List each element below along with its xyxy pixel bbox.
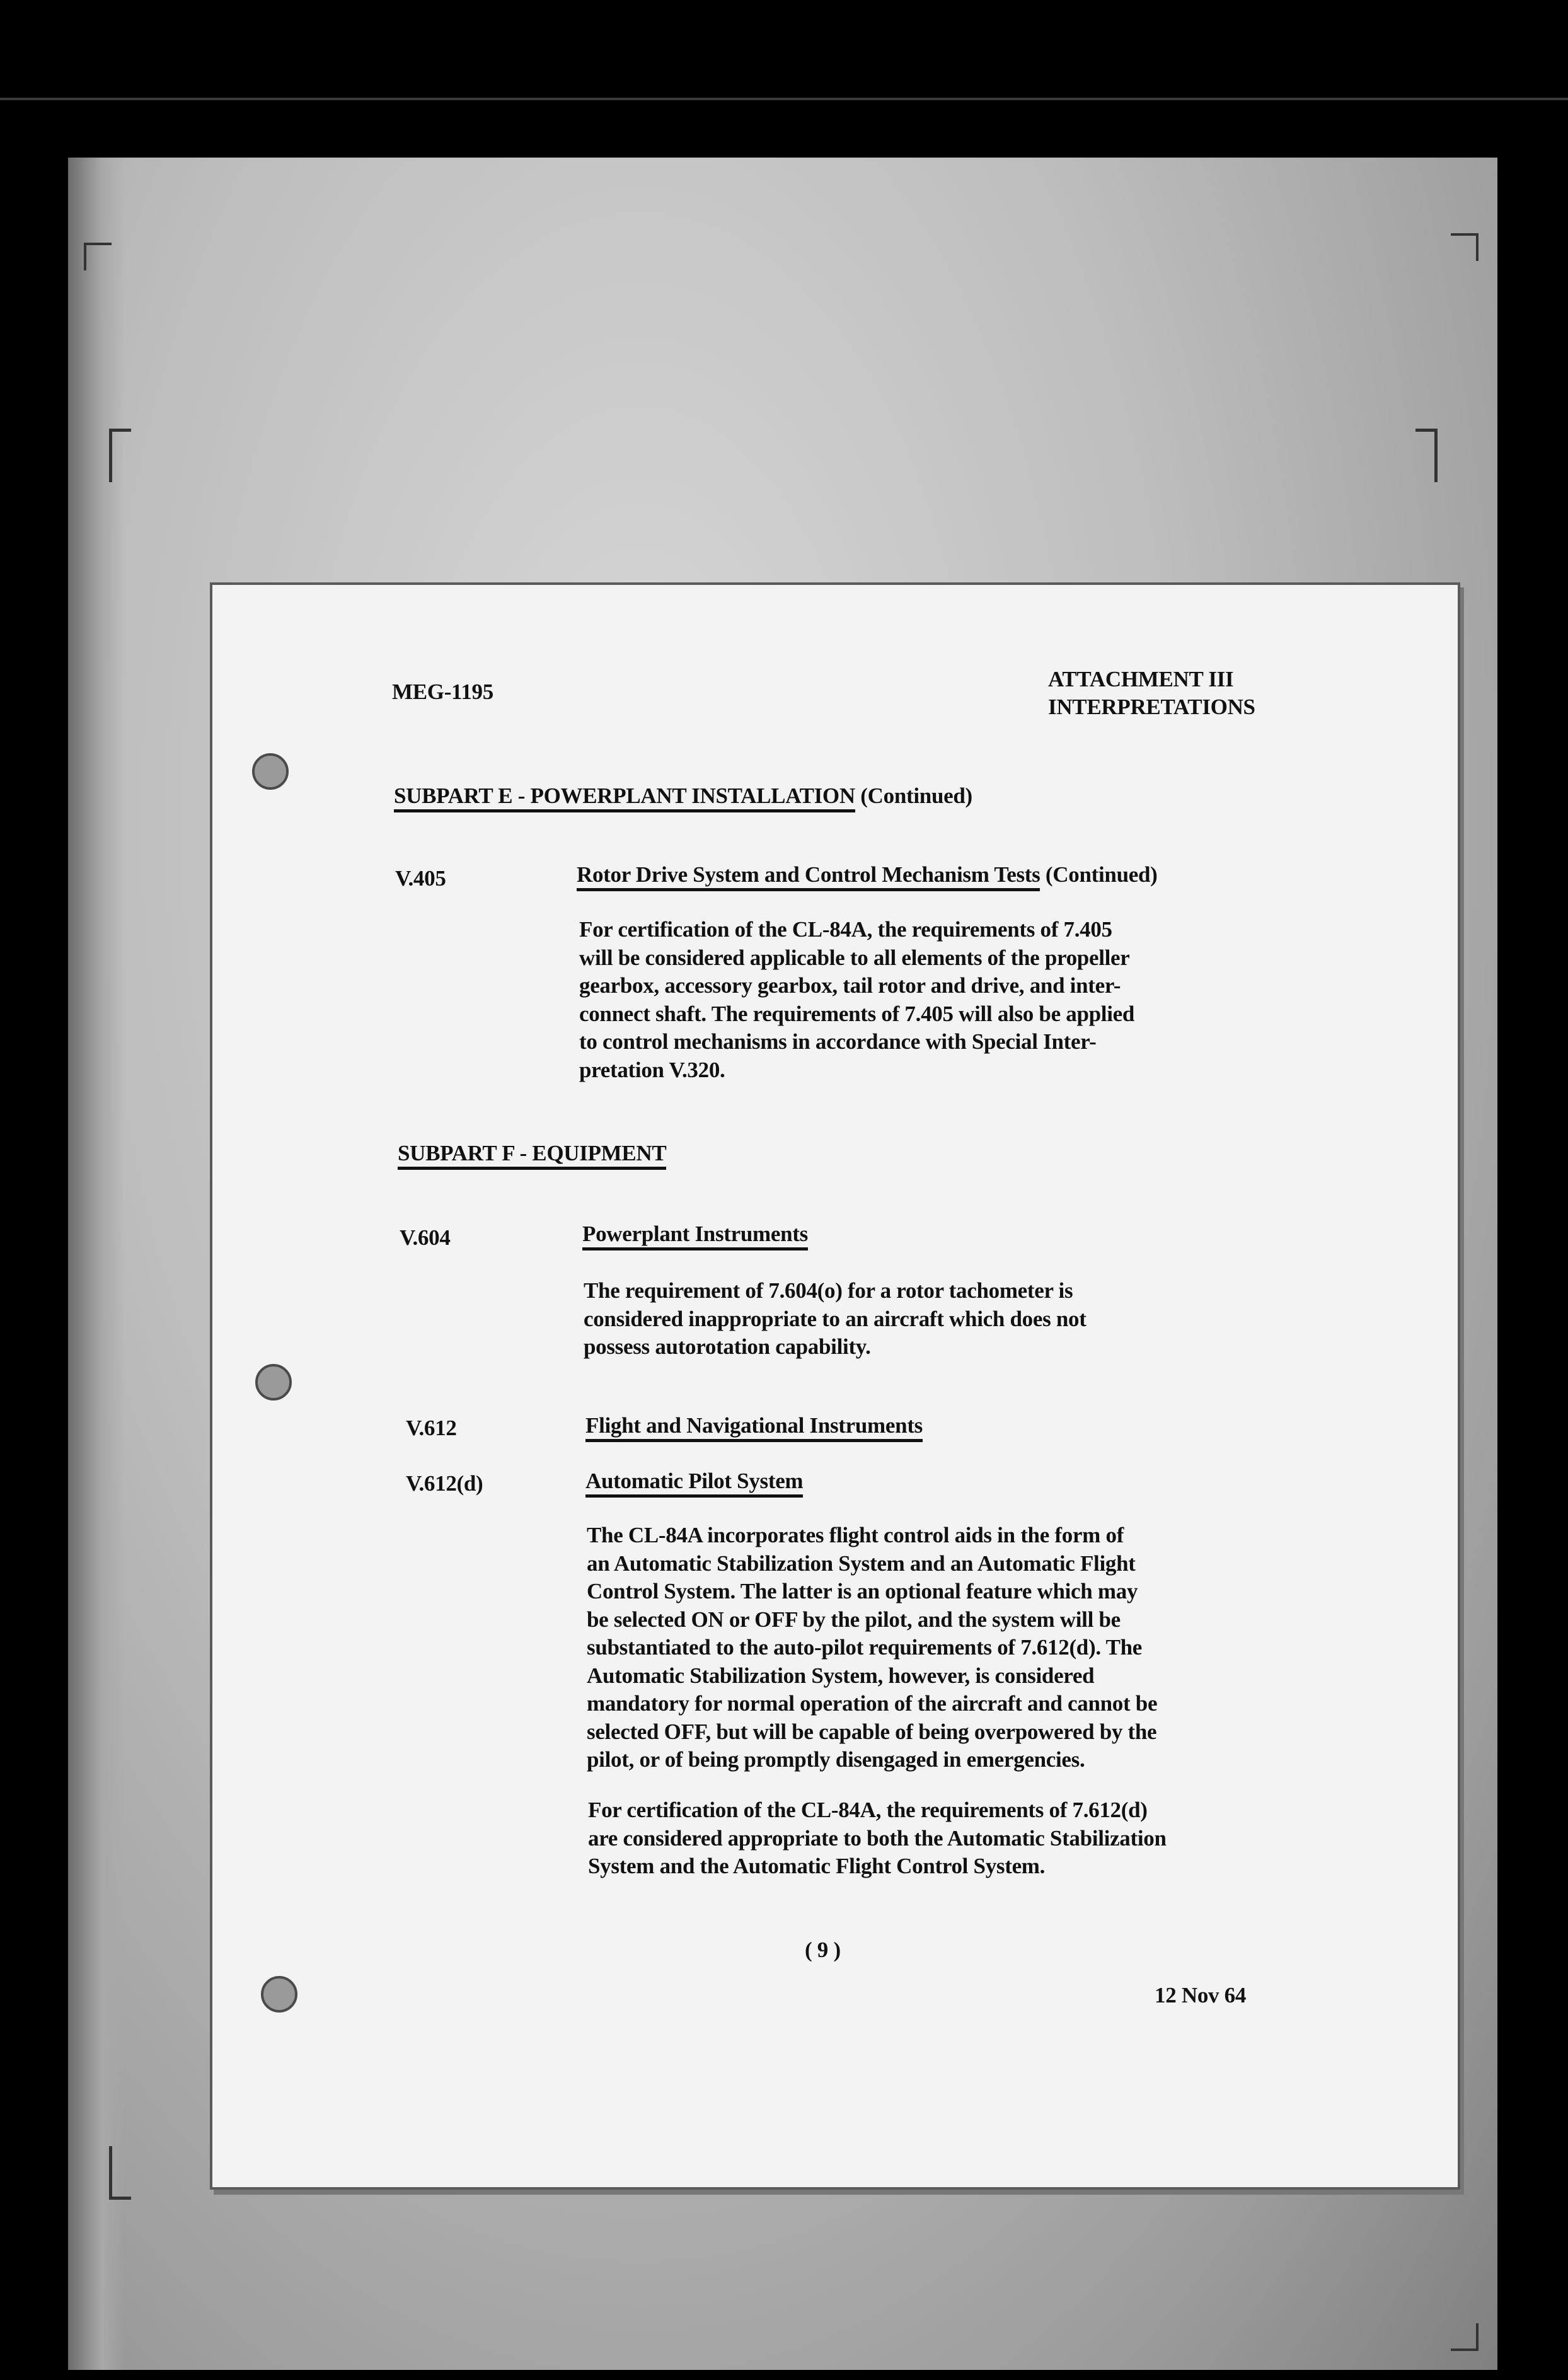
paragraph-line: connect shaft. The requirements of 7.405 will also be applied — [579, 1001, 1135, 1026]
section-title-suffix: (Continued) — [1045, 862, 1158, 887]
section-number: V.612 — [406, 1416, 457, 1440]
film-edge-line — [0, 98, 1568, 100]
paragraph-v405 — [579, 916, 1134, 1084]
doc-number: MEG-1195 — [392, 679, 493, 704]
section-number: V.405 — [395, 866, 446, 891]
subpart-e-suffix: (Continued) — [860, 783, 972, 808]
paragraph-line: mandatory for normal operation of the aircraft and cannot be — [587, 1691, 1158, 1716]
paragraph-line: considered inappropriate to an aircraft which does not — [584, 1306, 1087, 1331]
subpart-f-title: SUBPART F - EQUIPMENT — [398, 1141, 666, 1170]
paragraph-line: selected OFF, but will be capable of being overpowered by the — [587, 1719, 1157, 1744]
section-title-v612 — [585, 1413, 923, 1438]
subpart-f-heading — [398, 1141, 666, 1166]
section-label: INTERPRETATIONS — [1048, 695, 1255, 719]
page-number: ( 9 ) — [805, 1938, 841, 1962]
section-title-v604 — [582, 1222, 808, 1247]
paragraph-line: are considered appropriate to both the Automatic Stabilization — [588, 1825, 1167, 1851]
section-number: V.612(d) — [406, 1471, 483, 1496]
document-page — [212, 585, 1458, 2187]
crop-mark — [1451, 233, 1479, 261]
punch-hole — [261, 1976, 297, 2013]
crop-mark — [1451, 2323, 1479, 2351]
section-title-v405 — [577, 862, 1157, 887]
punch-hole — [255, 1364, 292, 1401]
paragraph-line: pilot, or of being promptly disengaged in emergencies. — [587, 1747, 1085, 1772]
paragraph-line: For certification of the CL-84A, the requirements of 7.612(d) — [588, 1798, 1148, 1822]
paragraph-line: an Automatic Stabilization System and an Automatic Flight — [587, 1551, 1136, 1576]
paragraph-line: For certification of the CL-84A, the requirements of 7.405 — [579, 917, 1112, 942]
paragraph-v612d-2 — [588, 1796, 1167, 1881]
subpart-e-heading — [394, 783, 972, 809]
paragraph-v612d-1 — [587, 1522, 1157, 1774]
section-title: Rotor Drive System and Control Mechanism Tests — [577, 862, 1040, 891]
subpart-e-title: SUBPART E - POWERPLANT INSTALLATION — [394, 783, 855, 812]
crop-mark — [109, 2146, 131, 2200]
section-title: Powerplant Instruments — [582, 1222, 808, 1251]
paragraph-line: will be considered applicable to all elements of the propeller — [579, 945, 1130, 970]
document-date: 12 Nov 64 — [1155, 1983, 1247, 2007]
punch-hole — [252, 753, 289, 790]
section-title: Automatic Pilot System — [585, 1469, 803, 1498]
crop-mark — [84, 243, 112, 270]
paragraph-line: System and the Automatic Flight Control System. — [588, 1854, 1046, 1878]
paragraph-line: Automatic Stabilization System, however, is considered — [587, 1663, 1095, 1688]
paragraph-line: Control System. The latter is an optional feature which may — [587, 1579, 1138, 1603]
paragraph-line: possess autorotation capability. — [584, 1334, 871, 1359]
section-title: Flight and Navigational Instruments — [585, 1413, 923, 1442]
paragraph-line: substantiated to the auto-pilot requirements of 7.612(d). The — [587, 1635, 1143, 1660]
section-number: V.604 — [400, 1225, 451, 1250]
paragraph-line: pretation V.320. — [579, 1057, 725, 1082]
paragraph-line: to control mechanisms in accordance with Special Inter- — [579, 1029, 1097, 1054]
paragraph-line: gearbox, accessory gearbox, tail rotor and drive, and inter- — [579, 973, 1121, 998]
paragraph-line: be selected ON or OFF by the pilot, and the system will be — [587, 1607, 1121, 1632]
section-title-v612d — [585, 1469, 803, 1494]
crop-mark — [1415, 429, 1438, 482]
paragraph-line: The requirement of 7.604(o) for a rotor tachometer is — [584, 1278, 1073, 1303]
paragraph-line: The CL-84A incorporates flight control aids in the form of — [587, 1523, 1124, 1547]
scan-shadow — [68, 158, 125, 2370]
paragraph-v604 — [584, 1277, 1087, 1361]
crop-mark — [109, 429, 131, 482]
attachment-label: ATTACHMENT III — [1048, 667, 1234, 691]
